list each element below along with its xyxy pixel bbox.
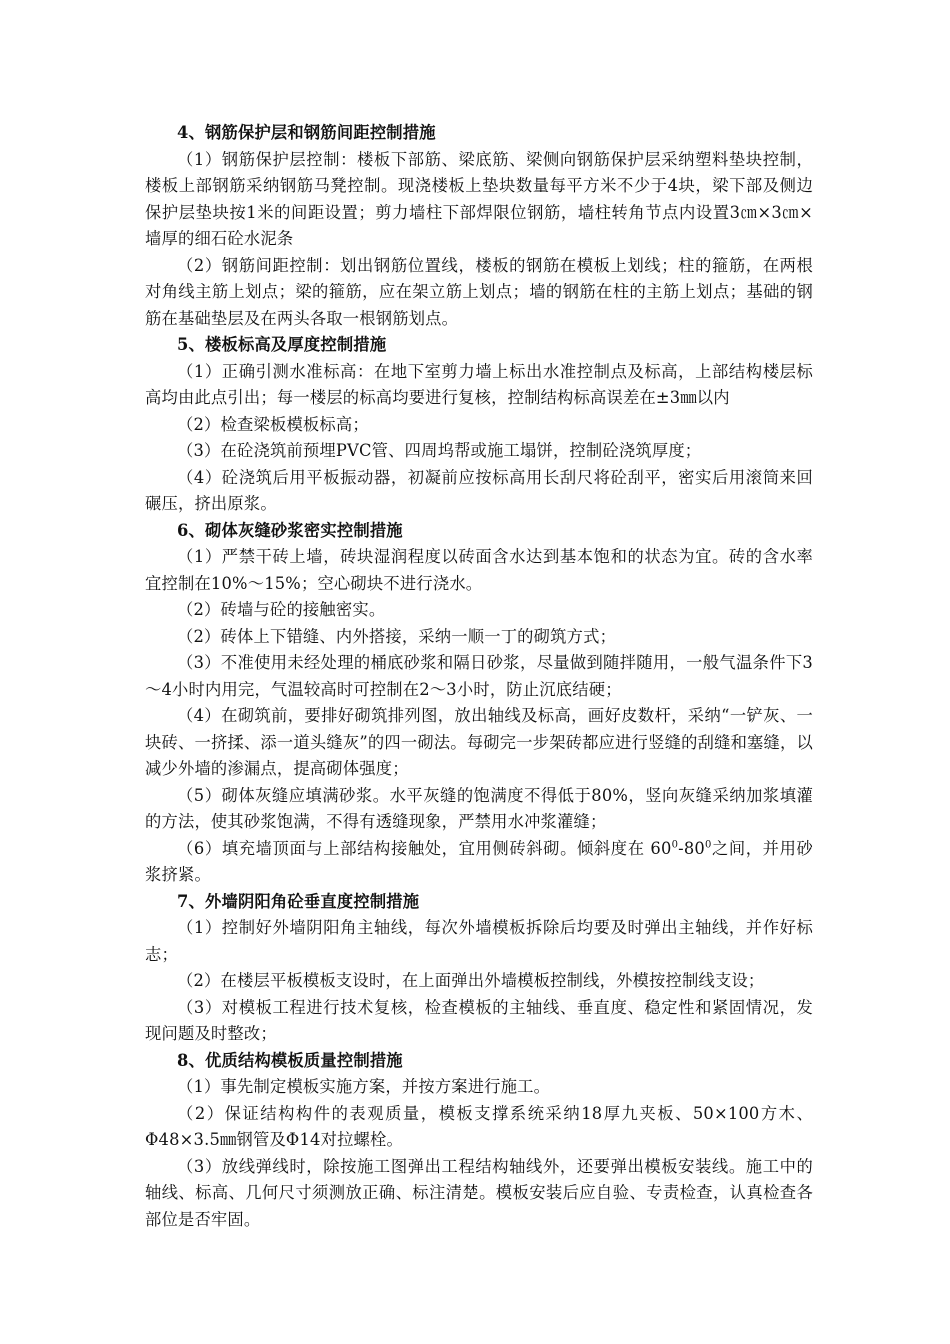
angle-text-middle: -80 xyxy=(678,838,705,858)
paragraph: （2）砖墙与砼的接触密实。 xyxy=(177,600,386,619)
paragraph-angle xyxy=(145,836,813,889)
angle-text-before: （6）填充墙顶面与上部结构接触处，宜用侧砖斜砌。倾斜度在 60 xyxy=(177,838,672,858)
paragraph: （3）在砼浇筑前预埋PVC管、四周坞帮或施工塌饼，控制砼浇筑厚度； xyxy=(177,441,702,460)
paragraph: （1）事先制定模板实施方案，并按方案进行施工。 xyxy=(177,1077,551,1096)
section-heading: 8、优质结构模板质量控制措施 xyxy=(177,1050,403,1070)
paragraph: （3）放线弹线时，除按施工图弹出工程结构轴线外，还要弹出模板安装线。施工中的轴线、标高、几何尺寸须测放正确、标注清楚。模板安装后应自验、专责检查，认真检查各部位是否牢固。 xyxy=(145,1156,813,1229)
degree-superscript: 0 xyxy=(671,839,679,851)
paragraph: （2）在楼层平板模板支设时，在上面弹出外墙模板控制线，外模按控制线支设； xyxy=(177,971,765,990)
paragraph: （2）检查梁板模板标高； xyxy=(177,414,369,434)
paragraph: （3）不准使用未经处理的桶底砂浆和隔日砂浆，尽量做到随拌随用，一般气温条件下3～4小时内用完，气温较高时可控制在2～3小时，防止沉底结硬； xyxy=(145,653,813,699)
paragraph: （4）在砌筑前，要排好砌筑排列图，放出轴线及标高，画好皮数杆，采纳“一铲灰、一块砖、一挤揉、添一道头缝灰”的四一砌法。每砌完一步架砖都应进行竖缝的刮缝和塞缝，以减少外墙的渗漏点，提高砌体强度； xyxy=(145,706,813,778)
paragraph: （1）钢筋保护层控制：楼板下部筋、梁底筋、梁侧向钢筋保护层采纳塑料垫块控制，楼板上部钢筋采纳钢筋马凳控制。现浇楼板上垫块数量每平方米不少于4块，梁下部及侧边保护层垫块按1米的间距设置；剪力墙柱下部焊限位钢筋，墙柱转角节点内设置3㎝×3㎝×墙厚的细石砼水泥条 xyxy=(145,149,813,248)
paragraph: （1）严禁干砖上墙，砖块湿润程度以砖面含水达到基本饱和的状态为宜。砖的含水率宜控制在10%～15%；空心砌块不进行浇水。 xyxy=(145,547,813,593)
paragraph: （1）正确引测水准标高：在地下室剪力墙上标出水准控制点及标高，上部结构楼层标高均由此点引出；每一楼层的标高均要进行复核，控制结构标高误差在±3㎜以内 xyxy=(145,361,813,407)
document-body xyxy=(145,120,813,1233)
paragraph: （4）砼浇筑后用平板振动器，初凝前应按标高用长刮尺将砼刮平，密实后用滚筒来回碾压，挤出原浆。 xyxy=(145,467,813,513)
section-heading: 7、外墙阴阳角砼垂直度控制措施 xyxy=(177,891,420,911)
degree-superscript: 0 xyxy=(704,839,712,851)
paragraph: （2）钢筋间距控制：划出钢筋位置线，楼板的钢筋在模板上划线；柱的箍筋，在两根对角线主筋上划点；梁的箍筋，应在架立筋上划点；墙的钢筋在柱的主筋上划点；基础的钢筋在基础垫层及在两头各取一根钢筋划点。 xyxy=(145,255,813,328)
paragraph: （1）控制好外墙阴阳角主轴线，每次外墙模板拆除后均要及时弹出主轴线，并作好标志； xyxy=(145,918,813,964)
angle-text-after: 之间，并用砂浆挤紧。 xyxy=(145,838,813,884)
section-heading: 6、砌体灰缝砂浆密实控制措施 xyxy=(177,520,403,540)
paragraph: （5）砌体灰缝应填满砂浆。水平灰缝的饱满度不得低于80%，竖向灰缝采纳加浆填灌的方法，使其砂浆饱满，不得有透缝现象，严禁用水冲浆灌缝； xyxy=(145,785,813,831)
section-heading: 5、楼板标高及厚度控制措施 xyxy=(177,335,387,354)
paragraph: （2）砖体上下错缝、内外搭接，采纳一顺一丁的砌筑方式； xyxy=(177,626,617,646)
paragraph: （2）保证结构构件的表观质量，模板支撑系统采纳18厚九夹板、50×100方木、Φ48×3.5㎜钢管及Φ14对拉螺栓。 xyxy=(145,1103,813,1149)
section-heading: 4、钢筋保护层和钢筋间距控制措施 xyxy=(177,123,436,142)
paragraph: （3）对模板工程进行技术复核，检查模板的主轴线、垂直度、稳定性和紧固情况，发现问题及时整改； xyxy=(145,997,813,1043)
